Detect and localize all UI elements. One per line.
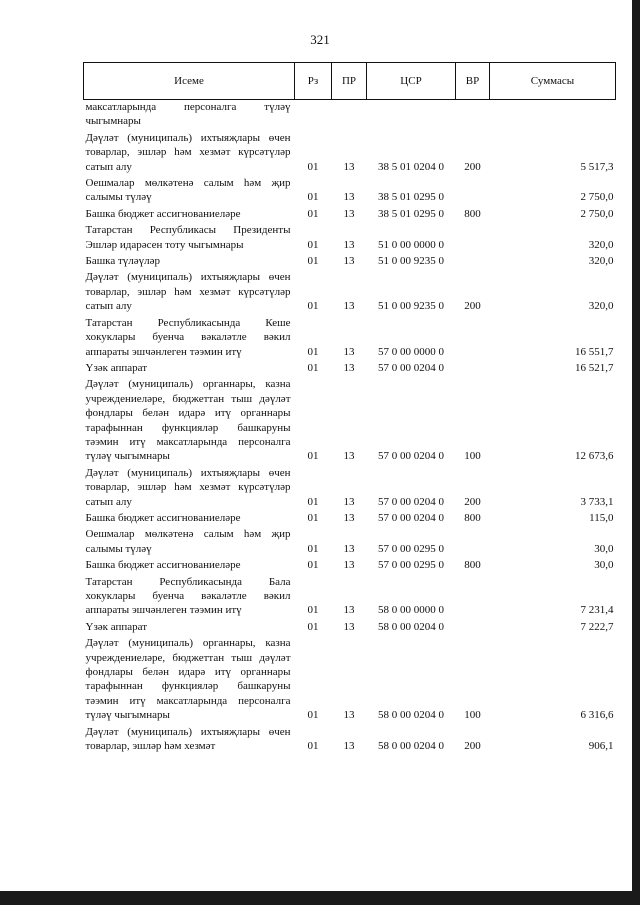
cell-pr: 13 [343,191,355,204]
cell-sum: 5 517,3 [580,160,614,173]
cell-vr [456,100,490,131]
cell-pr: 13 [343,559,355,572]
cell-rz: 01 [307,709,319,722]
cell-pr: 13 [343,495,355,508]
cell-rz [295,100,332,131]
cell-rz: 01 [307,361,319,374]
cell-sum: 30,0 [594,542,614,555]
cell-rz: 01 [307,160,319,173]
cell-name: Дәүләт (муниципаль) органнары, казна учреждениеләре, бюджеттан тыш дәүләт фондлары белән идарә итү органнары тарафыннан функцияләр башкаруны тәэмин итү максатларында персоналга түләү чыгымнары [85,378,291,463]
cell-csr: 57 0 00 0204 0 [378,450,444,463]
cell-vr [456,223,490,254]
cell-rz: 01 [307,740,319,753]
budget-table [83,62,616,755]
cell-vr: 200 [464,160,481,173]
cell-csr: 58 0 00 0204 0 [378,709,444,722]
cell-pr: 13 [343,511,355,524]
cell-vr: 200 [464,300,481,313]
cell-rz: 01 [307,255,319,268]
cell-sum: 6 316,6 [580,709,614,722]
cell-csr [367,100,456,131]
table-row [84,377,616,465]
cell-sum: 16 521,7 [575,361,614,374]
cell-csr: 51 0 00 9235 0 [378,300,444,313]
cell-sum: 7 222,7 [580,620,614,633]
cell-rz: 01 [307,450,319,463]
cell-sum: 7 231,4 [580,604,614,617]
cell-name: Башка бюджет ассигнованиеләре [85,207,241,220]
cell-rz: 01 [307,345,319,358]
cell-csr: 38 5 01 0204 0 [378,160,444,173]
cell-rz: 01 [307,207,319,220]
cell-name: Башка бюджет ассигнованиеләре [85,511,241,524]
table-row [84,527,616,558]
page-number: 321 [310,32,330,47]
cell-vr: 100 [464,450,481,463]
table-row [84,131,616,176]
cell-name: Дәүләт (муниципаль) ихтыяҗлары өчен товарлар, эшләр һәм хезмәт күрсәтүләр сатып алу [85,466,291,508]
cell-pr: 13 [343,542,355,555]
table-row [84,575,616,620]
cell-name: максатларында персоналга түләү чыгымнары [85,101,291,128]
cell-vr [456,527,490,558]
cell-name: Үзәк аппарат [85,620,148,633]
cell-sum: 320,0 [588,300,614,313]
cell-pr: 13 [343,450,355,463]
cell-sum: 3 733,1 [580,495,614,508]
cell-name: Дәүләт (муниципаль) органнары, казна учреждениеләре, бюджеттан тыш дәүләт фондлары белән идарә итү органнары тарафыннан функцияләр башкаруны тәэмин итү максатларында персоналга түләү чыгымнары [85,637,291,722]
cell-csr: 57 0 00 0204 0 [378,495,444,508]
table-row [84,270,616,315]
cell-vr: 800 [464,207,481,220]
scan-edge-bottom [0,891,640,905]
cell-name: Дәүләт (муниципаль) ихтыяҗлары өчен товарлар, эшләр һәм хезмәт күрсәтүләр сатып алу [85,131,291,173]
cell-name: Дәүләт (муниципаль) ихтыяҗлары өчен товарлар, эшләр һәм хезмәт [85,725,291,753]
header-vr: ВР [456,63,490,100]
cell-sum: 320,0 [588,255,614,268]
cell-sum: 115,0 [589,511,614,524]
cell-pr: 13 [343,709,355,722]
cell-csr: 51 0 00 9235 0 [378,255,444,268]
cell-vr: 100 [464,709,481,722]
table-row [84,176,616,207]
cell-vr: 200 [464,495,481,508]
cell-vr [456,575,490,620]
cell-name: Оешмалар мөлкәтенә салым һәм җир салымы түләү [85,177,291,204]
table-row [84,361,616,377]
scan-edge-right [632,0,640,905]
cell-vr: 800 [464,511,481,524]
cell-csr: 57 0 00 0204 0 [378,511,444,524]
table-row [84,558,616,574]
cell-csr: 57 0 00 0295 0 [378,542,444,555]
table-row [84,511,616,527]
cell-sum: 906,1 [588,740,614,753]
cell-pr: 13 [343,620,355,633]
cell-csr: 58 0 00 0204 0 [378,740,444,753]
cell-csr: 57 0 00 0204 0 [378,361,444,374]
table-header [84,63,616,100]
cell-pr: 13 [343,207,355,220]
cell-pr: 13 [343,255,355,268]
cell-name: Татарстан Республикасында Бала хокуклары буенча вәкаләтле вәкил аппараты эшчәнлеген тәэмин итү [85,575,291,617]
cell-rz: 01 [307,542,319,555]
cell-csr: 58 0 00 0204 0 [378,620,444,633]
table-row [84,223,616,254]
header-pr: ПР [332,63,367,100]
cell-sum [490,100,616,131]
cell-name: Үзәк аппарат [85,361,148,374]
cell-vr [456,176,490,207]
cell-rz: 01 [307,511,319,524]
cell-rz: 01 [307,238,319,251]
table-row [84,620,616,636]
cell-name: Башка бюджет ассигнованиеләре [85,559,241,572]
cell-csr: 57 0 00 0295 0 [378,559,444,572]
cell-csr: 38 5 01 0295 0 [378,207,444,220]
header-sum: Суммасы [490,63,616,100]
header-name: Исеме [84,63,295,100]
cell-rz: 01 [307,604,319,617]
cell-csr: 38 5 01 0295 0 [378,191,444,204]
cell-name: Татарстан Республикасы Президенты Эшләр идарәсен тоту чыгымнары [85,224,291,251]
cell-rz: 01 [307,620,319,633]
cell-rz: 01 [307,559,319,572]
cell-pr: 13 [343,740,355,753]
table-row [84,207,616,223]
cell-csr: 57 0 00 0000 0 [378,345,444,358]
cell-name: Дәүләт (муниципаль) ихтыяҗлары өчен товарлар, эшләр һәм хезмәт күрсәтүләр сатып алу [85,271,291,313]
cell-sum: 2 750,0 [580,207,614,220]
table-row [84,725,616,756]
cell-csr: 51 0 00 0000 0 [378,238,444,251]
cell-name: Оешмалар мөлкәтенә салым һәм җир салымы түләү [85,528,291,555]
cell-pr: 13 [343,160,355,173]
header-rz: Рз [295,63,332,100]
cell-vr [456,361,490,377]
cell-vr [456,316,490,361]
cell-name: Татарстан Республикасында Кеше хокуклары буенча вәкаләтле вәкил аппараты эшчәнлеген тәэмин итү [85,316,291,358]
header-csr: ЦСР [367,63,456,100]
cell-pr: 13 [343,238,355,251]
cell-rz: 01 [307,191,319,204]
table-row [84,466,616,511]
cell-sum: 30,0 [594,559,614,572]
cell-rz: 01 [307,495,319,508]
cell-pr [332,100,367,131]
cell-vr [456,620,490,636]
cell-rz: 01 [307,300,319,313]
table-body [84,100,616,756]
cell-pr: 13 [343,604,355,617]
cell-sum: 2 750,0 [580,191,614,204]
cell-vr: 200 [464,740,481,753]
cell-sum: 12 673,6 [575,450,614,463]
table-row [84,100,616,131]
cell-pr: 13 [343,300,355,313]
cell-vr [456,254,490,270]
cell-vr: 800 [464,559,481,572]
table-row [84,636,616,724]
table-row [84,316,616,361]
cell-pr: 13 [343,345,355,358]
cell-name: Башка түләүләр [85,255,161,268]
cell-pr: 13 [343,361,355,374]
cell-csr: 58 0 00 0000 0 [378,604,444,617]
table-row [84,254,616,270]
cell-sum: 16 551,7 [575,345,614,358]
cell-sum: 320,0 [588,238,614,251]
